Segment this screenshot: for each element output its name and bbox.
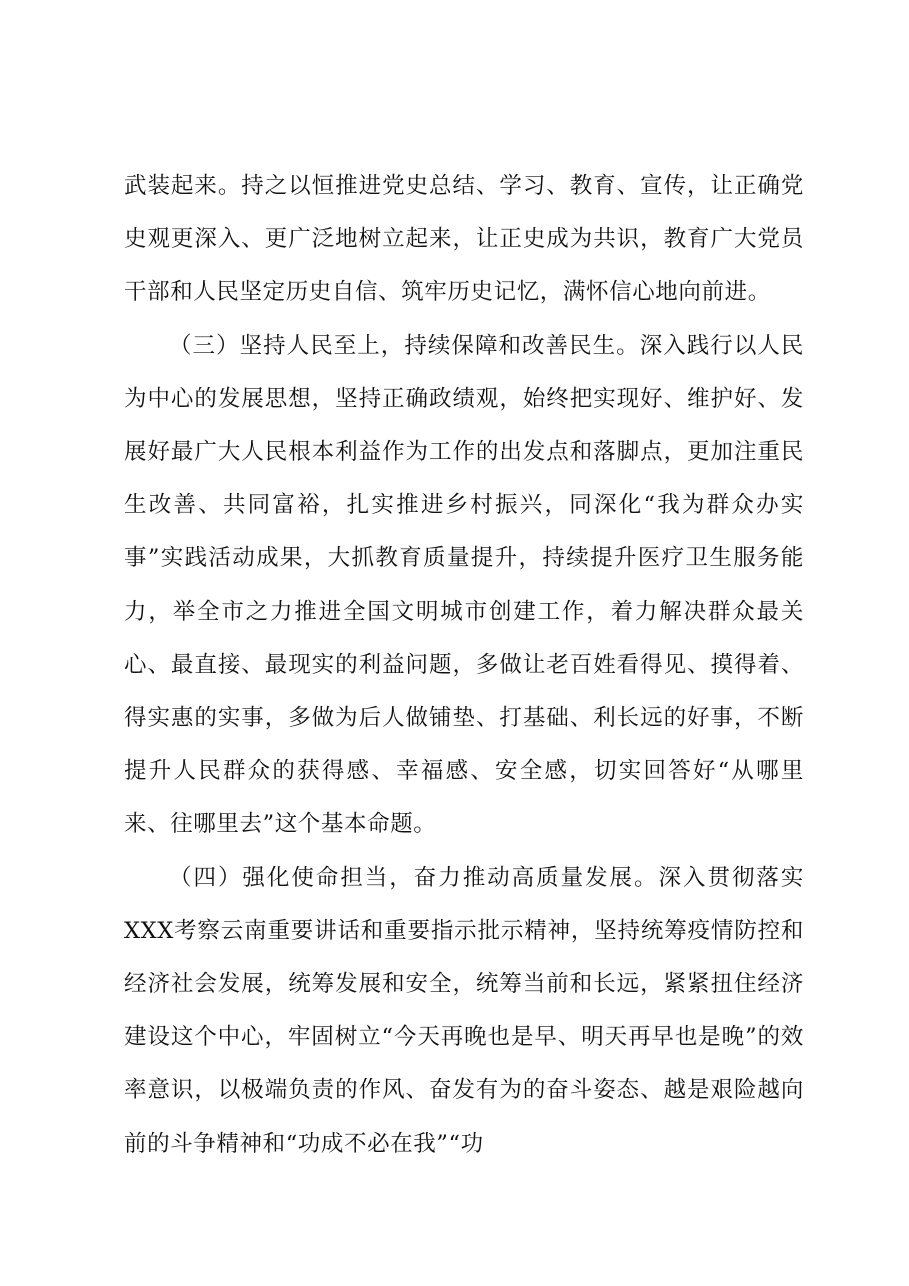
paragraph-continuation: 武装起来。持之以恒推进党史总结、学习、教育、宣传，让正确党史观更深入、更广泛地树立起来，让正史成为共识，教育广大党员干部和人民坚定历史自信、筑牢历史记忆，满怀信心地向前进。 (124, 173, 804, 306)
paragraph-section-4: （四）强化使命担当，奋力推动高质量发展。深入贯彻落实XXX考察云南重要讲话和重要指示批示精神，坚持统筹疫情防控和经济社会发展，统筹发展和安全，统筹当前和长远，紧紧扭住经济建设这个中心，牢固树立“今天再晚也是早、明天再早也是晚”的效率意识，以极端负责的作风、奋发有为的奋斗姿态、越是艰险越向前的斗争精神和“功成不必在我”“功 (124, 864, 804, 1157)
document-body (124, 160, 804, 1171)
paragraph-section-3: （三）坚持人民至上，持续保障和改善民生。深入践行以人民为中心的发展思想，坚持正确政绩观，始终把实现好、维护好、发展好最广大人民根本利益作为工作的出发点和落脚点，更加注重民生改善、共同富裕，扎实推进乡村振兴，同深化“我为群众办实事”实践活动成果，大抓教育质量提升，持续提升医疗卫生服务能力，举全市之力推进全国文明城市创建工作，着力解决群众最关心、最直接、最现实的利益问题，多做让老百姓看得见、摸得着、得实惠的实事，多做为后人做铺垫、打基础、利长远的好事，不断提升人民群众的获得感、幸福感、安全感，切实回答好“从哪里来、往哪里去”这个基本命题。 (124, 332, 804, 838)
